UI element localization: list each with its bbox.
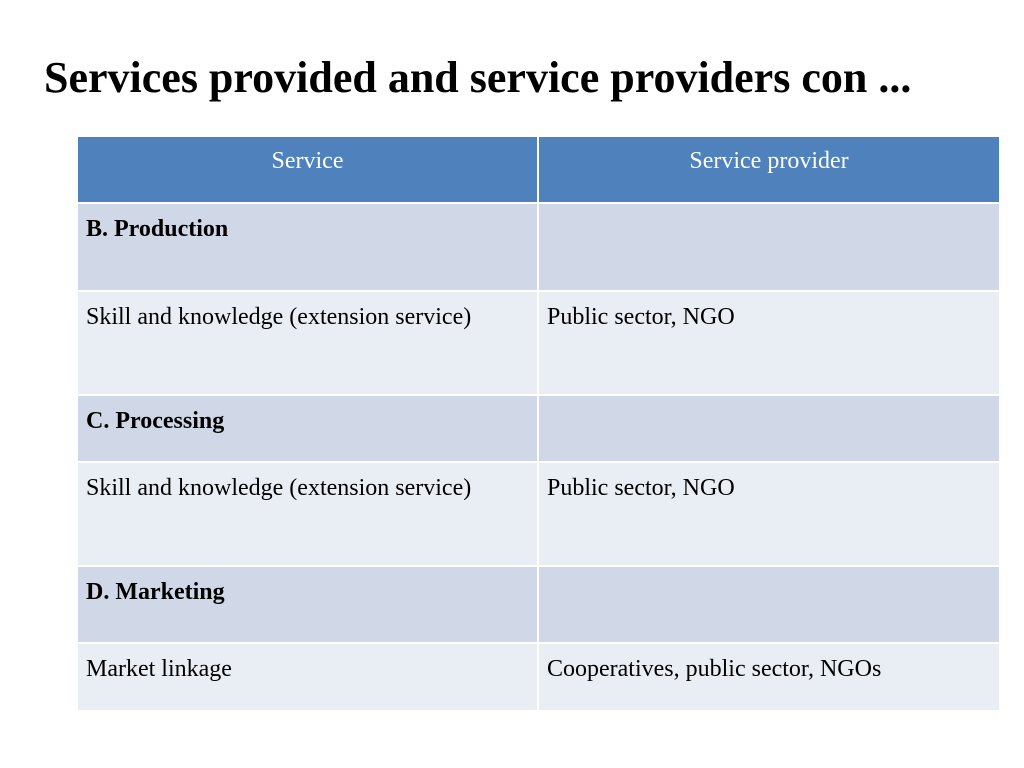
table-row — [77, 643, 1000, 711]
table-row — [77, 395, 1000, 462]
section-production: B. Production — [77, 203, 538, 291]
table-row — [77, 566, 1000, 643]
section-marketing: D. Marketing — [77, 566, 538, 643]
slide-title: Services provided and service providers con ... — [44, 53, 912, 102]
section-marketing-provider — [538, 566, 1000, 643]
provider-cell: Cooperatives, public sector, NGOs — [538, 643, 1000, 711]
table-row — [77, 291, 1000, 395]
section-production-provider — [538, 203, 1000, 291]
service-cell: Skill and knowledge (extension service) — [77, 291, 538, 395]
service-cell: Market linkage — [77, 643, 538, 711]
provider-cell: Public sector, NGO — [538, 462, 1000, 566]
table-row — [77, 462, 1000, 566]
service-cell: Skill and knowledge (extension service) — [77, 462, 538, 566]
provider-cell: Public sector, NGO — [538, 291, 1000, 395]
header-service: Service — [77, 136, 538, 203]
header-service-provider: Service provider — [538, 136, 1000, 203]
section-processing: C. Processing — [77, 395, 538, 462]
section-processing-provider — [538, 395, 1000, 462]
table-row — [77, 203, 1000, 291]
table-header-row — [77, 136, 1000, 203]
services-table — [76, 135, 1001, 712]
